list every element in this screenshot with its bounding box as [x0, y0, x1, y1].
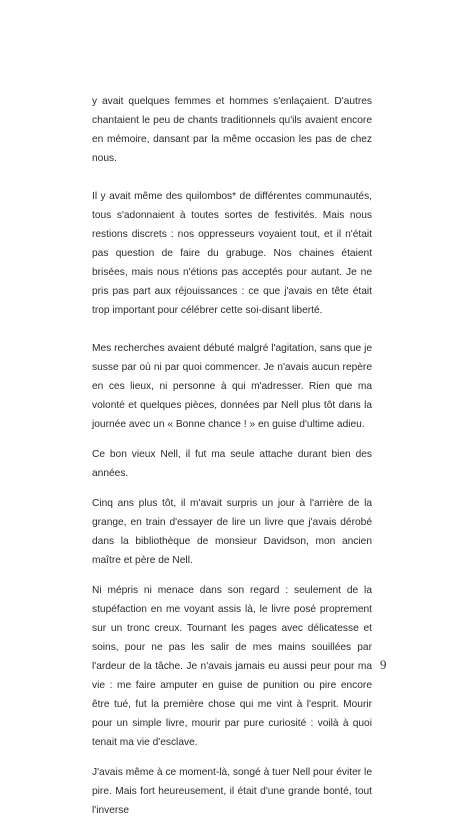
- paragraph-5: Cinq ans plus tôt, il m'avait surpris un jour à l'arrière de la grange, en train d'essayer de lire un livre que j'avais dérobé dans la bibliothèque de monsieur Davidson, mon ancien maître et père de Nell.: [92, 498, 372, 566]
- paragraph-6: Ni mépris ni menace dans son regard : seulement de la stupéfaction en me voyant assis là, le livre posé proprement sur un tronc creux. Tournant les pages avec délicatesse et soins, pour ne pas les salir de mes mains souillées par l'ardeur de la tâche. Je n'avais jamais eu aussi peur pour ma vie : me faire amputer en guise de punition ou pire encore être tué, fut la première chose qui me vint à l'esprit. Mourir pour un simple livre, mourir par pure curiosité : voilà à quoi tenait ma vie d'esclave.: [92, 585, 372, 748]
- body-text: [92, 92, 372, 839]
- paragraph-3: Mes recherches avaient débuté malgré l'agitation, sans que je susse par où ni par quoi commencer. Je n'avais aucun repère en ces lieux, ni personne à qui m'adresser. Rien que ma volonté et quelques pièces, données par Nell plus tôt dans la journée avec un « Bonne chance ! » en guise d'ultime adieu.: [92, 343, 372, 430]
- paragraph-7: J'avais même à ce moment-là, songé à tuer Nell pour éviter le pire. Mais fort heureusement, il était d'une grande bonté, tout l'inverse: [92, 767, 372, 816]
- paragraph-4: Ce bon vieux Nell, il fut ma seule attache durant bien des années.: [92, 449, 372, 479]
- paragraph-2: Il y avait même des quilombos* de différentes communautés, tous s'adonnaient à toutes sortes de festivités. Mais nous restions discrets : nos oppresseurs voyaient tout, et il n'était pas question de faire du grabuge. Nos chaines étaient brisées, mais nous n'étions pas acceptés pour autant. Je ne pris pas part aux réjouissances : ce que j'avais en tête était trop important pour célébrer cette soi-disant liberté.: [92, 191, 372, 316]
- paragraph-1: y avait quelques femmes et hommes s'enlaçaient. D'autres chantaient le peu de chants traditionnels qu'ils avaient encore en mémoire, dansant par la même occasion les pas de chez nous.: [92, 96, 372, 164]
- page-number: 9: [380, 657, 387, 672]
